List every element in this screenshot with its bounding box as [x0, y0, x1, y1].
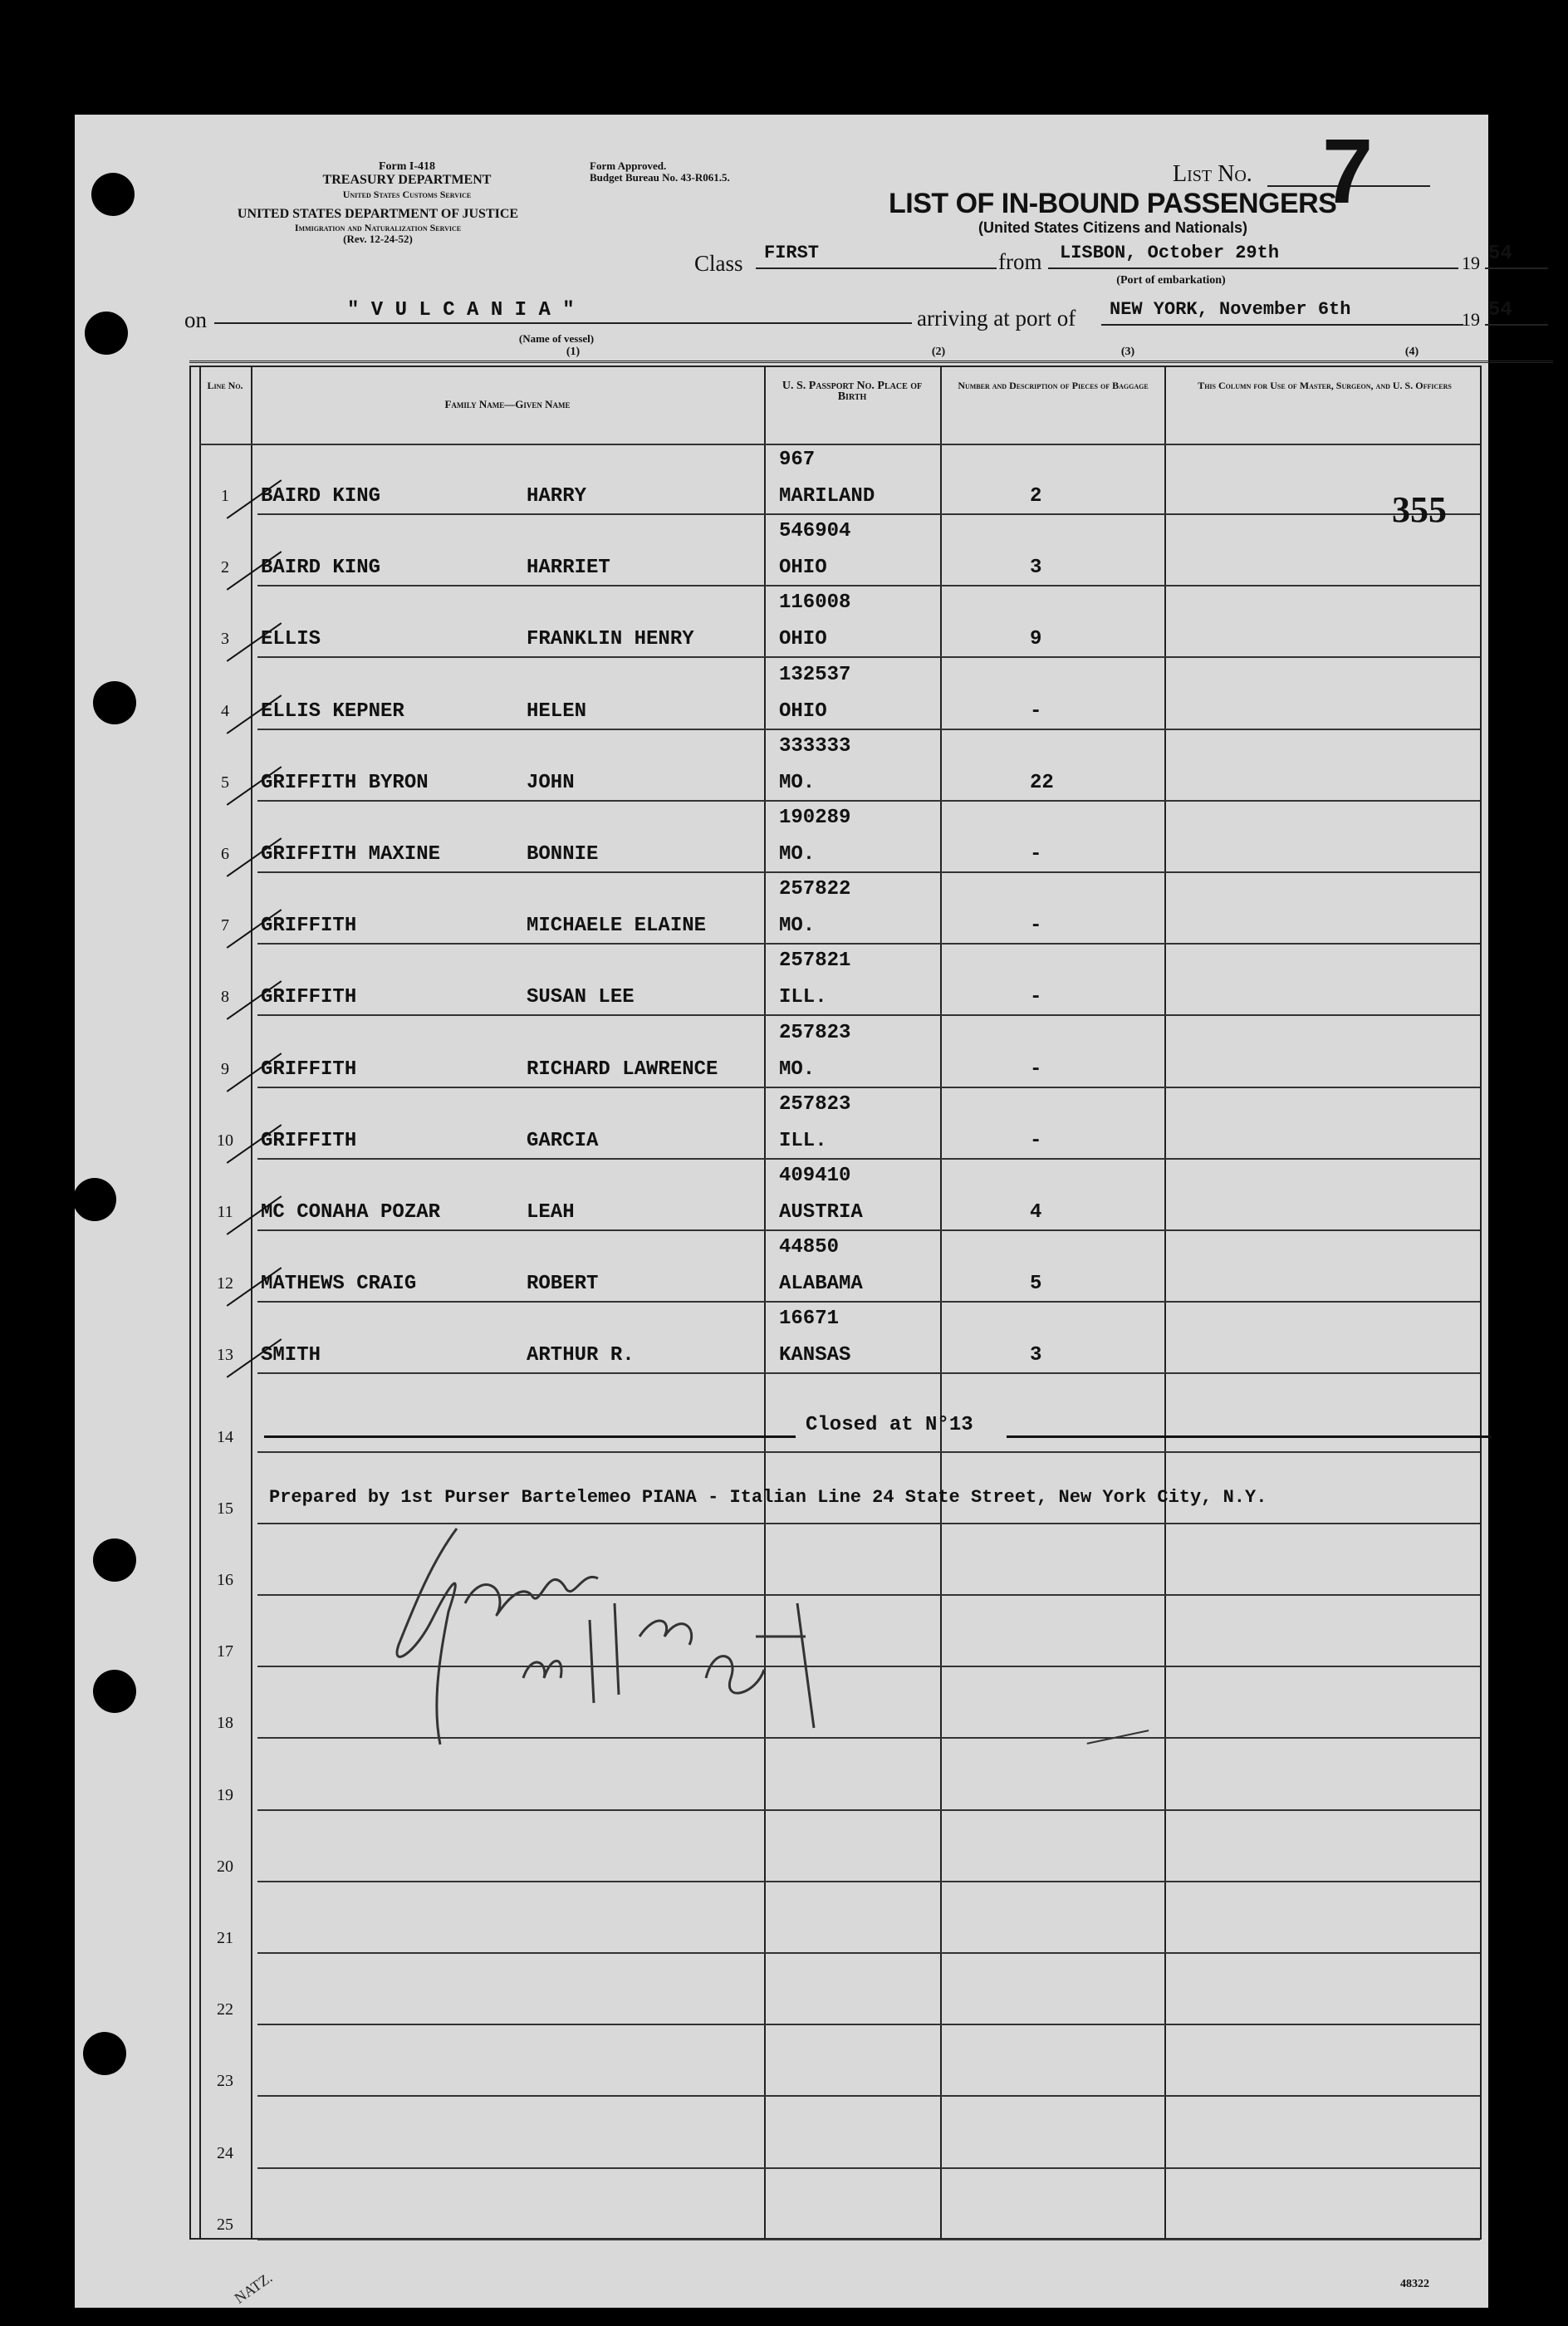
given-name: HARRY — [527, 485, 587, 508]
year-suffix-1: 54 — [1485, 243, 1548, 269]
given-name: FRANKLIN HENRY — [527, 628, 694, 651]
row-rule — [257, 585, 1480, 586]
from-value: LISBON, October 29th — [1048, 243, 1458, 269]
vessel-caption: (Name of vessel) — [518, 332, 595, 345]
family-name: BAIRD KING — [261, 557, 381, 580]
baggage-count: 22 — [1030, 771, 1054, 794]
punch-hole — [85, 312, 128, 355]
punch-hole — [83, 2032, 126, 2075]
family-name: GRIFFITH — [261, 986, 357, 1009]
passport-number: 16671 — [779, 1308, 840, 1331]
family-name: MC CONAHA POZAR — [261, 1201, 441, 1224]
place-of-birth: MARILAND — [779, 485, 875, 508]
vessel-name: " V U L C A N I A " — [214, 299, 912, 324]
passport-number: 116008 — [779, 591, 851, 615]
class-value: FIRST — [756, 243, 997, 269]
customs-service: United States Customs Service — [342, 189, 472, 200]
baggage-count: - — [1030, 1057, 1042, 1081]
revision-date: (Rev. 12-24-52) — [343, 233, 413, 245]
prepared-by-text: Prepared by 1st Purser Bartelemeo PIANA - Italian Line 24 State Street, New York City, N.Y. — [269, 1487, 1267, 1508]
row-rule — [257, 1087, 1480, 1088]
given-name: RICHARD LAWRENCE — [527, 1057, 718, 1081]
line-number: 15 — [217, 1499, 233, 1518]
passport-number: 409410 — [779, 1165, 851, 1187]
place-of-birth: MO. — [779, 843, 816, 866]
row-rule — [257, 1881, 1480, 1882]
family-name: GRIFFITH — [261, 1129, 357, 1152]
given-name: MICHAELE ELAINE — [527, 915, 707, 938]
baggage-count: 3 — [1030, 557, 1042, 580]
place-of-birth: ILL. — [779, 986, 827, 1009]
line-number: 12 — [217, 1274, 233, 1293]
form-number: Form I-418 — [378, 160, 436, 173]
line-number: 4 — [221, 701, 229, 720]
header-officers: This Column for Use of Master, Surgeon, and U. S. Officers — [1198, 380, 1452, 391]
family-name: SMITH — [261, 1344, 321, 1367]
column-number-2: (2) — [931, 346, 946, 358]
line-number: 1 — [221, 487, 229, 505]
place-of-birth: ALABAMA — [779, 1273, 863, 1296]
baggage-count: - — [1030, 986, 1042, 1009]
row-rule — [257, 1451, 1480, 1453]
line-number: 23 — [217, 2072, 233, 2091]
family-name: ELLIS — [261, 628, 321, 651]
row-rule — [257, 1301, 1480, 1303]
treasury-department: TREASURY DEPARTMENT — [322, 173, 492, 187]
closed-at-text: Closed at N°13 — [806, 1414, 973, 1436]
footer-code: 48322 — [1400, 2278, 1429, 2290]
header-baggage: Number and Description of Pieces of Baggage — [958, 380, 1149, 391]
line-number: 22 — [217, 2000, 233, 2019]
baggage-count: - — [1030, 699, 1042, 723]
given-name: SUSAN LEE — [527, 986, 635, 1009]
punch-hole — [93, 1670, 136, 1713]
baggage-count: 5 — [1030, 1273, 1042, 1296]
line-number: 6 — [221, 845, 229, 863]
row-rule — [257, 871, 1480, 873]
baggage-count: - — [1030, 843, 1042, 866]
immigration-service: Immigration and Naturalization Service — [294, 222, 462, 233]
place-of-birth: OHIO — [779, 628, 827, 651]
passport-number: 546904 — [779, 520, 851, 543]
stamp-text: NATZ. — [231, 2269, 276, 2307]
on-label: on — [184, 307, 207, 332]
header-bottom-rule — [199, 444, 1480, 445]
year-prefix-2: 19 — [1462, 309, 1480, 330]
family-name: GRIFFITH — [261, 1057, 357, 1081]
row-rule — [257, 729, 1480, 730]
budget-bureau: Budget Bureau No. 43-R061.5. — [590, 171, 730, 184]
family-name: GRIFFITH — [261, 915, 357, 938]
line-number: 21 — [217, 1929, 233, 1947]
line-number: 13 — [217, 1346, 233, 1365]
punch-hole — [93, 1538, 136, 1582]
form-approved: Form Approved. — [590, 159, 667, 172]
baggage-count: 9 — [1030, 628, 1042, 651]
row-rule — [257, 1229, 1480, 1231]
row-rule — [257, 513, 1480, 515]
row-rule — [257, 1014, 1480, 1016]
list-no-value: 7 — [1322, 120, 1374, 223]
line-number: 7 — [221, 916, 229, 935]
document-subtitle: (United States Citizens and Nationals) — [978, 219, 1248, 236]
baggage-count: 3 — [1030, 1344, 1042, 1367]
officer-mark: 355 — [1392, 489, 1447, 530]
row-rule — [257, 2095, 1480, 2097]
closing-rule-left — [264, 1435, 796, 1438]
row-rule — [257, 800, 1480, 802]
header-line-no: Line No. — [207, 380, 243, 391]
given-name: HARRIET — [527, 557, 610, 580]
row-rule — [257, 1158, 1480, 1160]
given-name: ARTHUR R. — [527, 1344, 635, 1367]
column-number-4: (4) — [1404, 346, 1419, 358]
line-number: 2 — [221, 558, 229, 577]
line-number: 17 — [217, 1642, 233, 1661]
place-of-birth: AUSTRIA — [779, 1201, 863, 1224]
place-of-birth: OHIO — [779, 699, 827, 723]
family-name: MATHEWS CRAIG — [261, 1273, 417, 1296]
family-name: GRIFFITH MAXINE — [261, 843, 441, 866]
class-label: Class — [694, 251, 743, 276]
given-name: LEAH — [527, 1201, 575, 1224]
punch-hole — [93, 681, 136, 724]
passport-number: 190289 — [779, 807, 851, 829]
line-number: 25 — [217, 2215, 233, 2234]
given-name: BONNIE — [527, 843, 599, 866]
column-divider — [251, 367, 252, 2238]
line-number: 24 — [217, 2143, 233, 2162]
baggage-count: - — [1030, 915, 1042, 938]
closing-rule-right — [1007, 1435, 1492, 1438]
line-number: 11 — [217, 1203, 233, 1221]
line-number: 10 — [217, 1131, 233, 1150]
year-suffix-2: 54 — [1485, 299, 1548, 326]
place-of-birth: ILL. — [779, 1129, 827, 1152]
place-of-birth: MO. — [779, 771, 816, 794]
department-of-justice: UNITED STATES DEPARTMENT OF JUSTICE — [237, 207, 519, 221]
list-no-label: List No. — [1173, 161, 1252, 187]
given-name: ROBERT — [527, 1273, 599, 1296]
column-number-1: (1) — [566, 346, 581, 358]
passport-number: 257823 — [779, 1092, 851, 1116]
year-prefix-1: 19 — [1462, 253, 1480, 273]
passenger-table — [189, 366, 1482, 2240]
line-number: 19 — [217, 1785, 233, 1804]
row-rule — [257, 2024, 1480, 2025]
port-embarkation-caption: (Port of embarkation) — [1116, 274, 1226, 287]
line-number: 20 — [217, 1857, 233, 1876]
baggage-count: 4 — [1030, 1201, 1042, 1224]
arriving-label: arriving at port of — [917, 306, 1076, 331]
place-of-birth: KANSAS — [779, 1344, 851, 1367]
punch-hole — [91, 173, 135, 216]
header-passport: U. S. Passport No. Place of Birth — [782, 380, 923, 403]
punch-hole — [73, 1178, 116, 1221]
passport-number: 44850 — [779, 1236, 840, 1259]
row-rule — [257, 943, 1480, 945]
given-name: JOHN — [527, 771, 575, 794]
passport-number: 967 — [779, 449, 816, 471]
family-name: BAIRD KING — [261, 485, 381, 508]
line-number: 5 — [221, 773, 229, 792]
family-name: ELLIS KEPNER — [261, 699, 404, 723]
line-number: 9 — [221, 1059, 229, 1078]
line-number: 18 — [217, 1714, 233, 1733]
place-of-birth: MO. — [779, 915, 816, 938]
line-number: 16 — [217, 1571, 233, 1589]
passport-number: 257823 — [779, 1021, 851, 1044]
arriving-value: NEW YORK, November 6th — [1101, 299, 1463, 326]
passport-number: 257821 — [779, 950, 851, 973]
given-name: GARCIA — [527, 1129, 599, 1152]
header-double-rule — [189, 361, 1553, 363]
baggage-count: - — [1030, 1129, 1042, 1152]
document-title: LIST OF IN-BOUND PASSENGERS — [889, 188, 1337, 219]
baggage-count: 2 — [1030, 485, 1042, 508]
passport-number: 132537 — [779, 663, 851, 686]
line-number: 14 — [217, 1427, 233, 1446]
family-name: GRIFFITH BYRON — [261, 771, 429, 794]
row-rule — [257, 1952, 1480, 1954]
given-name: HELEN — [527, 699, 587, 723]
row-rule — [257, 1372, 1480, 1374]
row-rule — [257, 2239, 1480, 2240]
handwritten-signature — [365, 1512, 847, 1761]
row-rule — [257, 656, 1480, 658]
column-number-3: (3) — [1120, 346, 1135, 358]
from-label: from — [998, 249, 1042, 274]
row-rule — [257, 1809, 1480, 1811]
row-rule — [257, 2167, 1480, 2169]
passport-number: 333333 — [779, 734, 851, 758]
passport-number: 257822 — [779, 878, 851, 901]
place-of-birth: MO. — [779, 1057, 816, 1081]
line-number: 3 — [221, 630, 229, 649]
place-of-birth: OHIO — [779, 557, 827, 580]
header-name: Family Name—Given Name — [444, 398, 571, 410]
line-number: 8 — [221, 988, 229, 1007]
